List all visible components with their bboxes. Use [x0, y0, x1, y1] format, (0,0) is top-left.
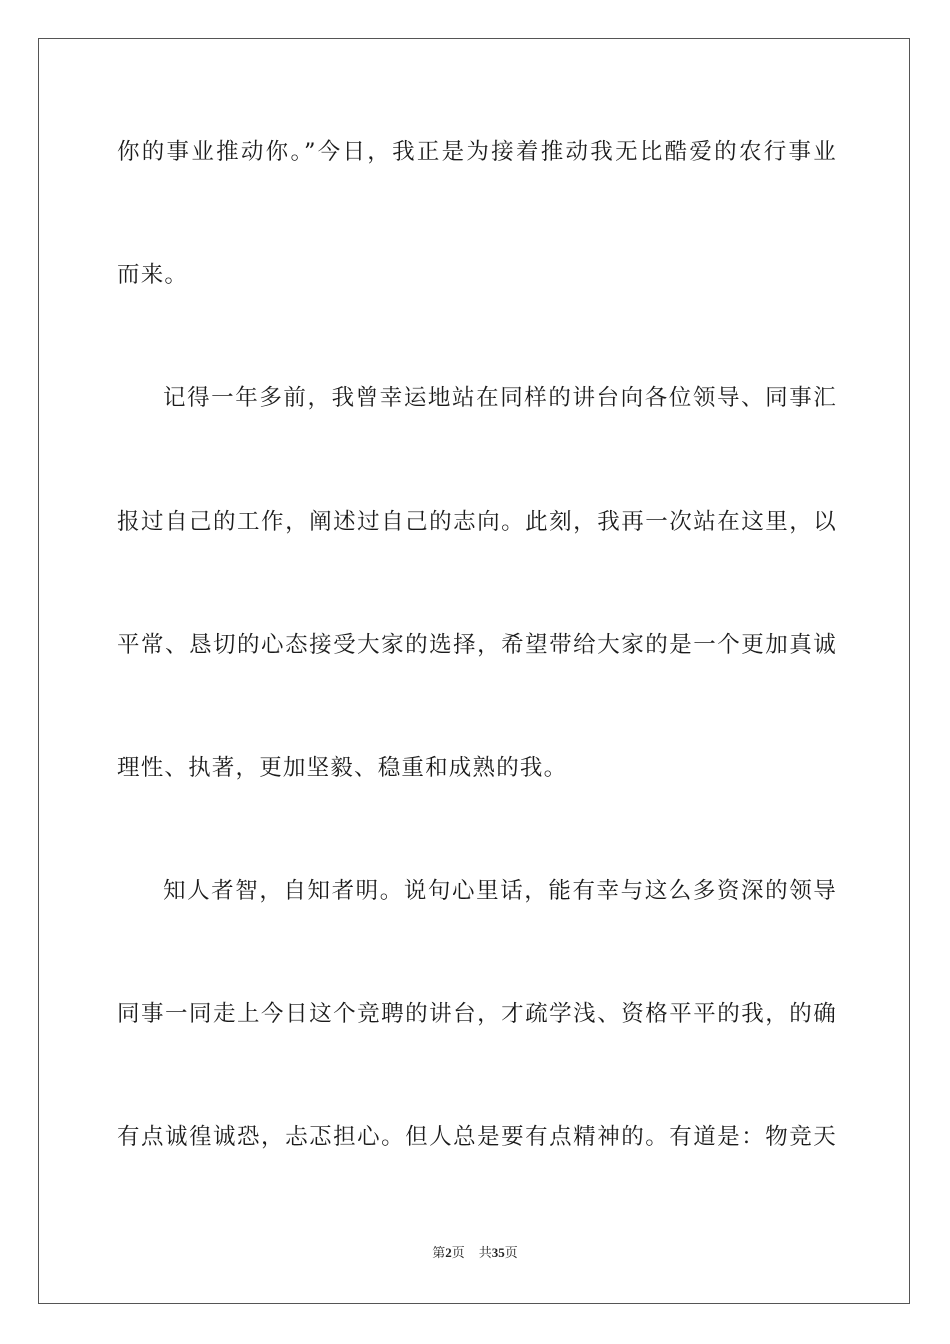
- total-label-prefix: 共: [478, 1246, 492, 1261]
- text-line-6: 理性、执著，更加坚毅、稳重和成熟的我。: [117, 755, 568, 781]
- text-line-7: 知人者智，自知者明。说句心里话，能有幸与这么多资深的领导: [163, 878, 837, 904]
- text-line-3: 记得一年多前，我曾幸运地站在同样的讲台向各位领导、同事汇: [163, 385, 837, 411]
- total-label-suffix: 页: [504, 1246, 518, 1261]
- text-line-1: 你的事业推动你。”今日，我正是为接着推动我无比酷爱的农行事业: [117, 139, 837, 165]
- page-label-prefix: 第: [432, 1246, 446, 1261]
- page-label-suffix: 页: [451, 1246, 465, 1261]
- page-border: [38, 38, 910, 1304]
- text-line-8: 同事一同走上今日这个竞聘的讲台，才疏学浅、资格平平的我，的确: [117, 1001, 837, 1027]
- page-footer: [0, 1244, 950, 1263]
- text-line-5: 平常、恳切的心态接受大家的选择，希望带给大家的是一个更加真诚: [117, 632, 837, 658]
- text-line-9: 有点诚徨诚恐，忐忑担心。但人总是要有点精神的。有道是：物竞天: [117, 1124, 837, 1150]
- page-number: 2: [445, 1245, 452, 1260]
- total-pages: 35: [491, 1245, 505, 1260]
- text-line-4: 报过自己的工作，阐述过自己的志向。此刻，我再一次站在这里，以: [117, 509, 837, 535]
- text-line-2: 而来。: [117, 262, 189, 288]
